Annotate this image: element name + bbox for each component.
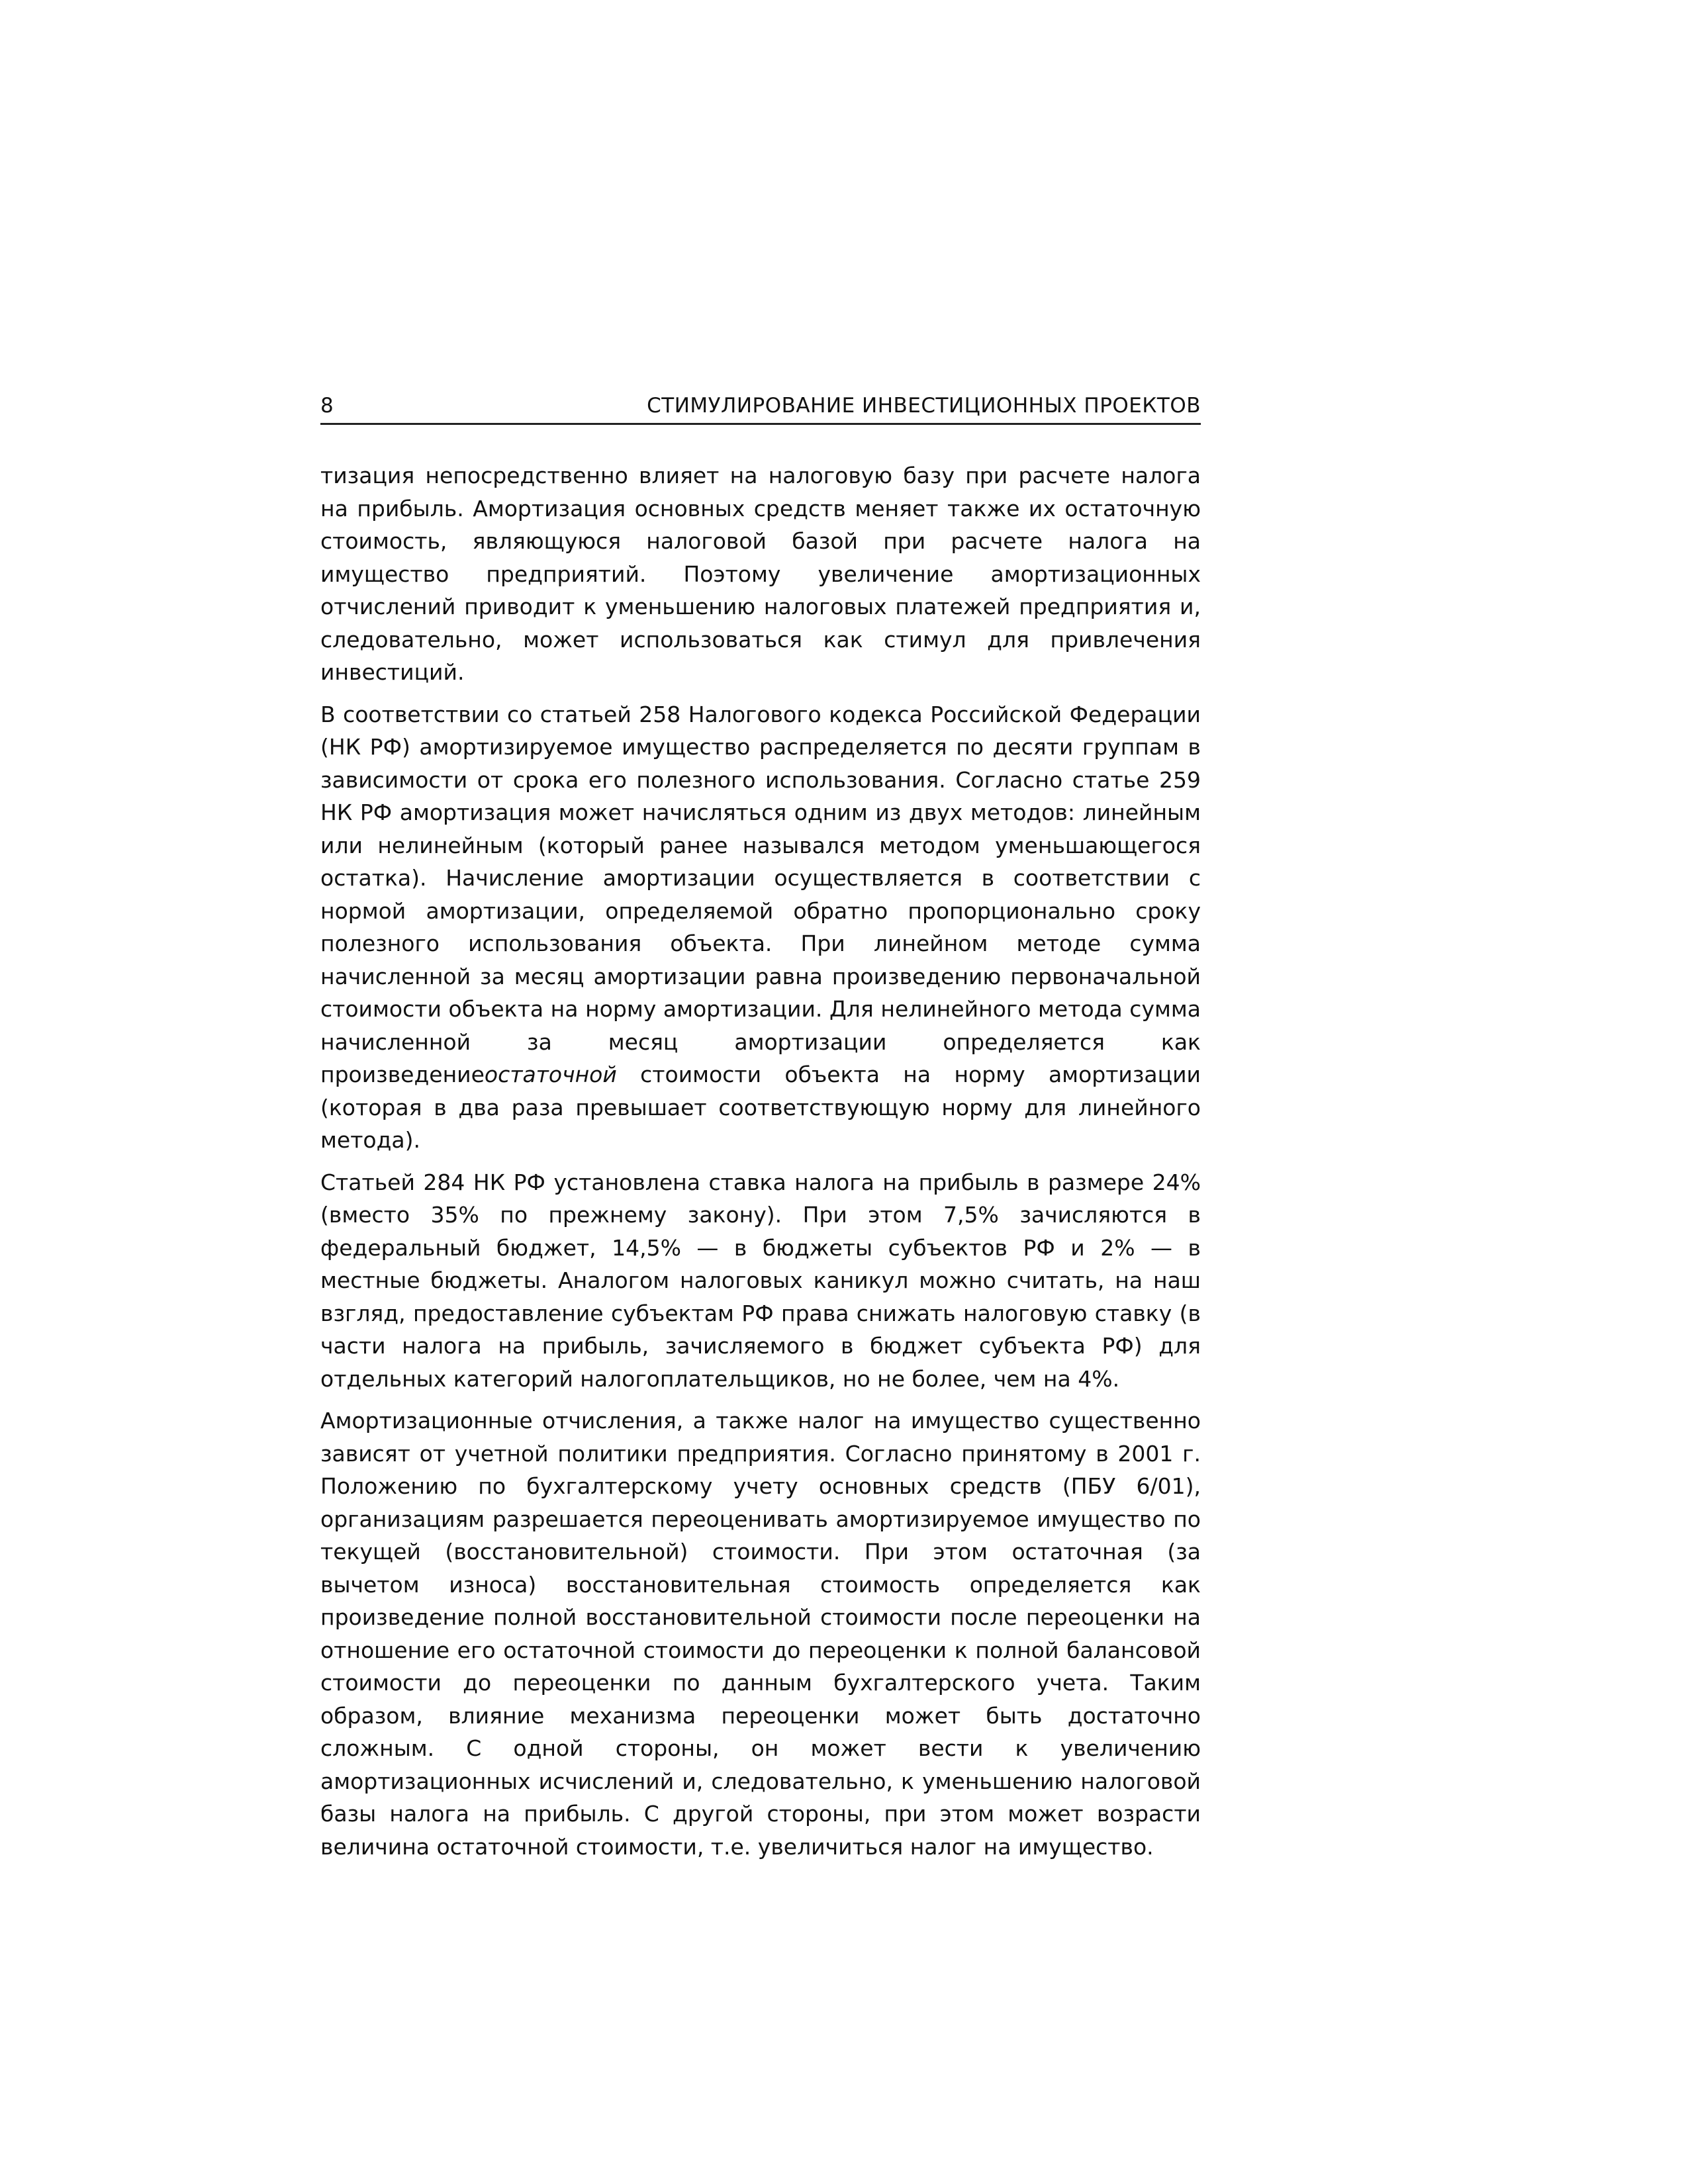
paragraph-2-text-b: стоимости объекта на норму амортизации (которая в два раза превышает соответствующую норму для линейного метода). (320, 1062, 1201, 1153)
running-title: СТИМУЛИРОВАНИЕ ИНВЕСТИЦИОННЫХ ПРОЕКТОВ (647, 394, 1201, 418)
paragraph-4: Амортизационные отчисления, а также налог на имущество существенно зависят от учетной политики предприятия. Согласно принятому в 2001 г. Положению по бухгалтерскому учету основных средств (ПБУ 6/01), организациям разрешается переоценивать амортизируемое имущество по текущей (восстановительной) стоимости. При этом остаточная (за вычетом износа) восстановительная стоимость определяется как произведение полной восстановительной стоимости после переоценки на отношение его остаточной стоимости до переоценки к полной балансовой стоимости до переоценки по данным бухгалтерского учета. Таким образом, влияние механизма переоценки может быть достаточно сложным. С одной стороны, он может вести к увеличению амортизационных исчислений и, следовательно, к уменьшению налоговой базы налога на прибыль. С другой стороны, при этом может возрасти величина остаточной стоимости, т.е. увеличиться налог на имущество. (320, 1408, 1201, 1860)
paragraph-1: тизация непосредственно влияет на налоговую базу при расчете налога на прибыль. Амортизация основных средств меняет также их остаточную стоимость, являющуюся налоговой базой при расчете налога на имущество предприятий. Поэтому увеличение амортизационных отчислений приводит к уменьшению налоговых платежей предприятия и, следовательно, может использоваться как стимул для привлечения инвестиций. (320, 463, 1201, 685)
paragraph-2-text-a: В соответствии со статьей 258 Налогового кодекса Российской Федерации (НК РФ) амортизируемое имущество распределяется по десяти группам в зависимости от срока его полезного использования. Согласно статье 259 НК РФ амортизация может начисляться одним из двух методов: линейным или нелинейным (который ранее назывался методом уменьшающегося остатка). Начисление амортизации осуществляется в соответствии с нормой амортизации, определяемой обратно пропорционально сроку полезного использования объекта. При линейном методе сумма начисленной за месяц амортизации равна произведению первоначальной стоимости объекта на норму амортизации. Для нелинейного метода сумма начисленной за месяц амортизации определяется как произведение (320, 701, 1201, 1087)
text-body (320, 459, 1201, 1872)
paragraph-2 (320, 698, 1201, 1157)
paragraph-3: Статьей 284 НК РФ установлена ставка налога на прибыль в размере 24% (вместо 35% по прежнему закону). При этом 7,5% зачисляются в федеральный бюджет, 14,5% — в бюджеты субъектов РФ и 2% — в местные бюджеты. Аналогом налоговых каникул можно считать, на наш взгляд, предоставление субъектам РФ права снижать налоговую ставку (в части налога на прибыль, зачисляемого в бюджет субъекта РФ) для отдельных категорий налогоплательщиков, но не более, чем на 4%. (320, 1169, 1201, 1392)
page-number: 8 (320, 394, 334, 418)
paragraph-2-emphasis: остаточной (484, 1062, 617, 1087)
page-header (320, 392, 1201, 425)
